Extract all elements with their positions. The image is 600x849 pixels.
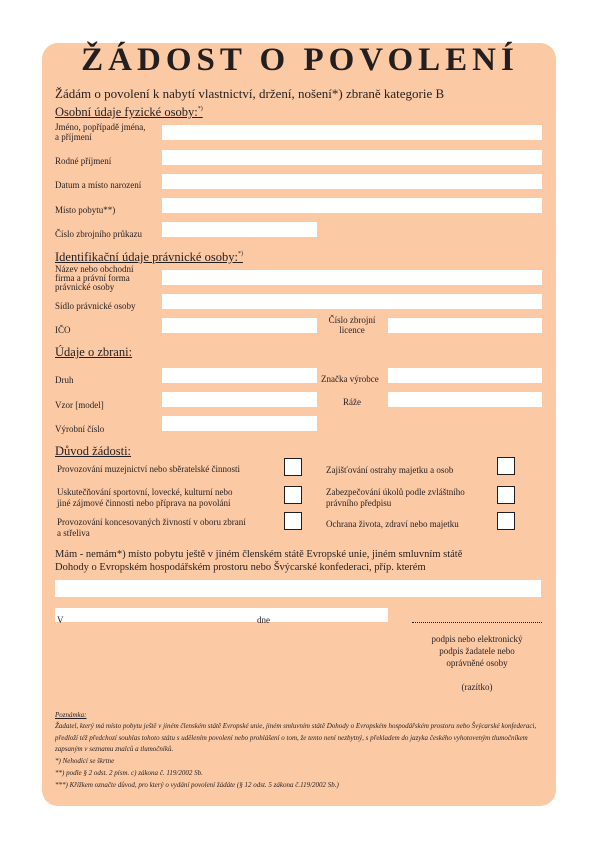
full-name-field[interactable] (162, 125, 542, 140)
firearm-permit-number-label: Číslo zbrojního průkazu (55, 229, 142, 239)
company-seat-label: Sídlo právnické osoby (55, 301, 136, 311)
reason-heading: Důvod žádosti: (55, 444, 132, 458)
serial-number-label: Výrobní číslo (55, 424, 105, 434)
manufacturer-label: Značka výrobce (321, 374, 379, 384)
caliber-label: Ráže (343, 397, 361, 407)
weapon-heading: Údaje o zbrani: (55, 345, 133, 359)
birth-date-place-label: Datum a místo narození (55, 180, 142, 190)
notes-text: Žadatel, který má místo pobytu ještě v jiném členském státě Evropské unie, jiném smluvním státě Dohody o Evropském hospodářském prostoru nebo Švýcarské konfederaci, předloží též předchozí souhlas tohoto státu s udělením povolení nebo prohlášení o tom, že tento není nezbytný, s překladem do jazyka českého vyhotoveným tlumočníkem zapsaným v seznamu znalců a tlumočníků. (55, 722, 537, 753)
full-name-label: Jméno, popřípadě jména, a příjmení (55, 122, 146, 142)
model-field[interactable] (162, 392, 317, 407)
manufacturer-field[interactable] (388, 368, 542, 383)
company-name-field[interactable] (162, 270, 542, 285)
serial-number-field[interactable] (162, 416, 317, 431)
reason-sport-label: Uskutečňování sportovní, lovecké, kulturní nebo jiné zájmové činnosti nebo příprava na povolání (57, 487, 233, 508)
birth-surname-label: Rodné příjmení (55, 156, 112, 166)
reason-special-law-checkbox[interactable] (497, 486, 515, 504)
residence-field[interactable] (162, 198, 542, 213)
company-seat-field[interactable] (162, 294, 542, 309)
reason-sport-checkbox[interactable] (284, 486, 302, 504)
weapon-kind-field[interactable] (162, 368, 317, 383)
reason-trade-checkbox[interactable] (284, 512, 302, 530)
stamp-caption: (razítko) (461, 682, 493, 692)
reason-museum-checkbox[interactable] (284, 458, 302, 476)
signature-line[interactable] (412, 622, 542, 623)
note-1: *) Nehodící se škrtne (55, 757, 115, 765)
birth-date-place-field[interactable] (162, 174, 542, 189)
legal-person-heading: Identifikační údaje právnické osoby:*) (55, 250, 243, 264)
note-2: **) podle § 2 odst. 2 písm. c) zákona č. 119/2002 Sb. (55, 769, 203, 777)
reason-special-law-label: Zabezpečování úkolů podle zvláštního právního předpisu (326, 487, 465, 508)
natural-person-heading: Osobní údaje fyzické osoby:*) (55, 105, 203, 119)
notes-heading: Poznámka: (55, 711, 87, 719)
reason-security-checkbox[interactable] (497, 457, 515, 475)
reason-museum-label: Provozování muzejnictví nebo sběratelské činnosti (57, 464, 240, 474)
signature-caption: podpis nebo elektronický podpis žadatele nebo oprávněné osoby (431, 634, 523, 668)
place-label: V (57, 615, 64, 625)
other-state-statement: Mám - nemám*) místo pobytu ještě v jiném členském státě Evropské unie, jiném smluvním státě Dohody o Evropském hospodářském prostoru nebo Švýcarské konfederaci, příp. kterém (55, 549, 463, 573)
reason-trade-label: Provozování koncesovaných živností v oboru zbraní a střeliva (57, 517, 246, 538)
licence-number-label: Číslo zbrojní licence (328, 315, 376, 335)
birth-surname-field[interactable] (162, 150, 542, 165)
firearm-permit-number-field[interactable] (162, 222, 317, 237)
ico-label: IČO (55, 325, 71, 335)
ico-field[interactable] (162, 318, 317, 333)
residence-label: Místo pobytu**) (55, 205, 116, 215)
licence-number-field[interactable] (388, 318, 542, 333)
company-name-label: Název nebo obchodní firma a právní forma právnické osoby (55, 264, 134, 292)
form-title: ŽÁDOST O POVOLENÍ (81, 42, 519, 78)
other-state-field[interactable] (55, 580, 541, 597)
request-statement: Žádám o povolení k nabytí vlastnictví, držení, nošení*) zbraně kategorie B (55, 86, 445, 101)
weapon-kind-label: Druh (55, 375, 74, 385)
caliber-field[interactable] (388, 392, 542, 407)
reason-security-label: Zajišťování ostrahy majetku a osob (326, 465, 454, 475)
note-3: ***) Křížkem označte důvod, pro který o vydání povolení žádáte (§ 12 odst. 5 zákona č.119/2002 Sb.) (55, 781, 339, 789)
date-label: dne (257, 615, 270, 625)
model-label: Vzor [model] (55, 400, 104, 410)
place-date-field[interactable] (55, 608, 388, 622)
reason-protection-checkbox[interactable] (497, 512, 515, 530)
reason-protection-label: Ochrana života, zdraví nebo majetku (326, 519, 459, 529)
